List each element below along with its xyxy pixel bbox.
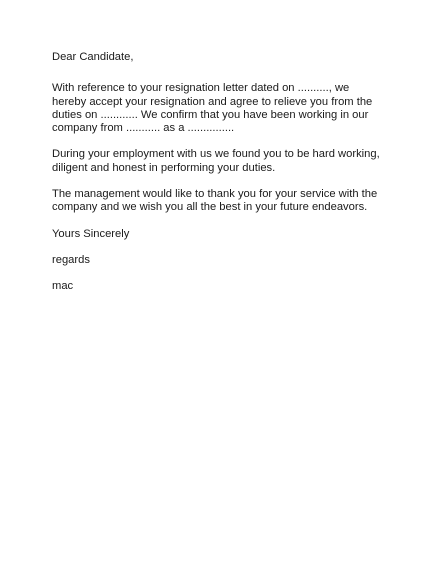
closing: Yours Sincerely xyxy=(52,227,130,240)
paragraph-line: company and we wish you all the best in your future endeavors. xyxy=(52,201,368,214)
paragraph-line: diligent and honest in performing your duties. xyxy=(52,161,276,174)
salutation: Dear Candidate, xyxy=(52,51,134,63)
paragraph-line: The management would like to thank you for your service with the xyxy=(52,188,378,201)
regards-line: regards xyxy=(52,253,90,266)
paragraph-thanks xyxy=(52,188,402,215)
paragraph-line: duties on ............ We confirm that you have been working in our xyxy=(52,108,369,121)
paragraph-line: With reference to your resignation letter dated on .........., we xyxy=(52,82,350,95)
paragraph-resignation-acceptance xyxy=(52,82,402,135)
signature-name: mac xyxy=(52,280,74,293)
paragraph-line: During your employment with us we found you to be hard working, xyxy=(52,148,380,161)
paragraph-line: company from ........... as a ............... xyxy=(52,122,235,135)
paragraph-line: hereby accept your resignation and agree to relieve you from the xyxy=(52,95,373,108)
resignation-acceptance-letter xyxy=(52,51,402,294)
paragraph-employment-review xyxy=(52,148,402,175)
